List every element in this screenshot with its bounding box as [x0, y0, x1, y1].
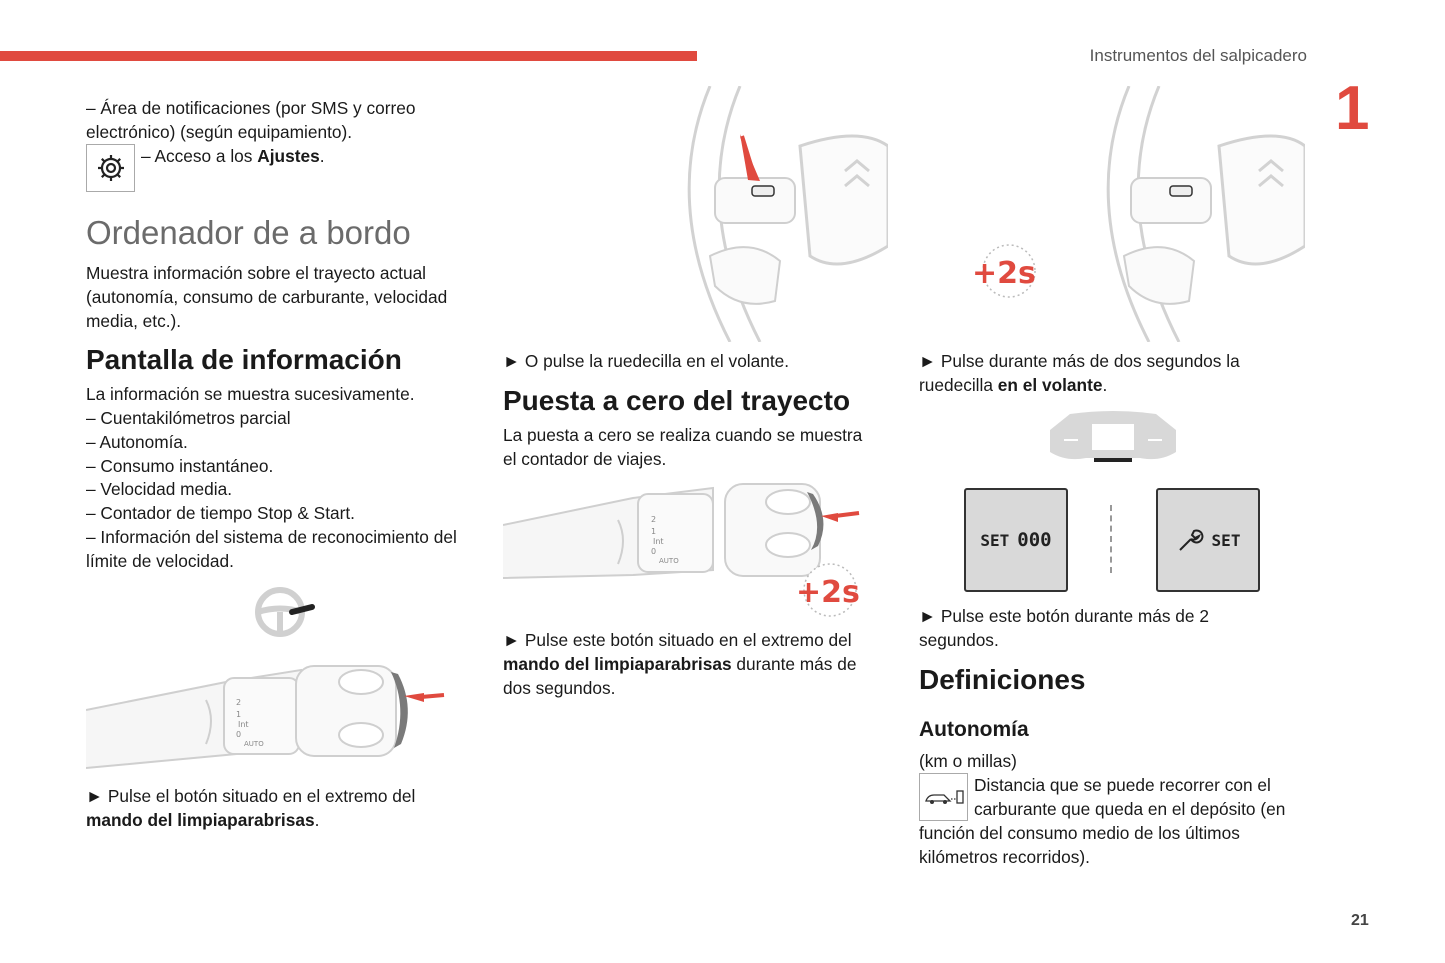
stalk-label: Int [653, 537, 664, 546]
autonomy-title: Autonomía [919, 718, 1029, 741]
info-item: límite de velocidad. [86, 551, 234, 571]
notification-area-line1: – Área de notificaciones (por SMS y correo [86, 98, 416, 118]
autonomy-units: (km o millas) [919, 751, 1017, 771]
stalk-label: 2 [651, 515, 657, 524]
info-item: – Consumo instantáneo. [86, 456, 274, 476]
stalk-label: 0 [651, 547, 657, 556]
stalk-label: 0 [236, 730, 242, 739]
stalk-label: AUTO [659, 557, 679, 565]
info-item: – Contador de tiempo Stop & Start. [86, 503, 355, 523]
header-accent-bar [0, 51, 697, 61]
wheel-instruction: ► O pulse la ruedecilla en el volante. [503, 351, 790, 371]
instruction-line2: mando del limpiaparabrisas. [86, 810, 320, 830]
reset-instruction-line1: ► Pulse este botón situado en el extremo del [503, 630, 852, 650]
wheel-hold-line1: ► Pulse durante más de dos segundos la [919, 351, 1240, 371]
settings-access-text: – Acceso a los Ajustes. [141, 146, 325, 166]
gear-icon [94, 151, 128, 185]
trip-reset-desc-line1: La puesta a cero se realiza cuando se muestra [503, 425, 863, 445]
info-screen-title: Pantalla de información [86, 344, 402, 375]
set-000-display [964, 488, 1068, 592]
set-label: SET [1211, 530, 1241, 550]
stalk-label: 2 [236, 698, 242, 707]
instrument-cluster-icon [1050, 410, 1176, 466]
stalk-label: Int [238, 720, 249, 729]
running-title: Instrumentos del salpicadero [1089, 46, 1307, 65]
stalk-label: 1 [651, 527, 657, 536]
section-desc-line3: media, etc.). [86, 311, 182, 331]
wrench-icon [1176, 526, 1204, 554]
steering-wheel-illustration [660, 86, 888, 342]
autonomy-desc-line1: Distancia que se puede recorrer con el [974, 775, 1271, 795]
stalk-label: AUTO [244, 740, 264, 748]
stalk-label: 1 [236, 710, 242, 719]
section-desc-line1: Muestra información sobre el trayecto actual [86, 263, 427, 283]
trip-reset-desc-line2: el contador de viajes. [503, 449, 667, 469]
steering-wheel-hold-illustration [919, 86, 1305, 342]
section-title-trip-computer: Ordenador de a bordo [86, 214, 411, 251]
chapter-number: 1 [1335, 74, 1370, 143]
panel-divider [1110, 505, 1112, 573]
button-instruction-line1: ► Pulse este botón durante más de 2 [919, 606, 1209, 626]
info-item: – Autonomía. [86, 432, 188, 452]
autonomy-desc-line4: kilómetros recorridos). [919, 847, 1090, 867]
settings-icon-box [86, 144, 135, 192]
hold-2s-badge: +2s [796, 575, 860, 610]
definitions-title: Definiciones [919, 664, 1086, 695]
set-wrench-button[interactable] [1156, 488, 1260, 592]
counter-value: 000 [1017, 529, 1052, 551]
info-item: – Velocidad media. [86, 479, 233, 499]
notification-area-line2: electrónico) (según equipamiento). [86, 122, 353, 142]
reset-instruction-line2: mando del limpiaparabrisas durante más de [503, 654, 857, 674]
wiper-stalk-illustration [86, 660, 466, 775]
instruction-line1: ► Pulse el botón situado en el extremo del [86, 786, 416, 806]
info-item: – Cuentakilómetros parcial [86, 408, 291, 428]
reset-instruction-line3: dos segundos. [503, 678, 616, 698]
hold-2s-badge: +2s [972, 256, 1036, 291]
info-intro: La información se muestra sucesivamente. [86, 384, 415, 404]
page-number: 21 [1351, 912, 1369, 929]
section-desc-line2: (autonomía, consumo de carburante, velocidad [86, 287, 448, 307]
wiper-stalk-illustration [503, 480, 863, 620]
autonomy-icon-box [919, 773, 968, 821]
trip-reset-title: Puesta a cero del trayecto [503, 385, 851, 416]
car-range-icon [924, 786, 964, 808]
button-instruction-line2: segundos. [919, 630, 999, 650]
autonomy-desc-line2: carburante que queda en el depósito (en [974, 799, 1286, 819]
autonomy-desc-line3: función del consumo medio de los últimos [919, 823, 1240, 843]
set-label: SET [980, 530, 1010, 550]
wheel-hold-line2: ruedecilla en el volante. [919, 375, 1108, 395]
steering-wheel-icon [250, 585, 320, 640]
info-item: – Información del sistema de reconocimiento del [86, 527, 457, 547]
